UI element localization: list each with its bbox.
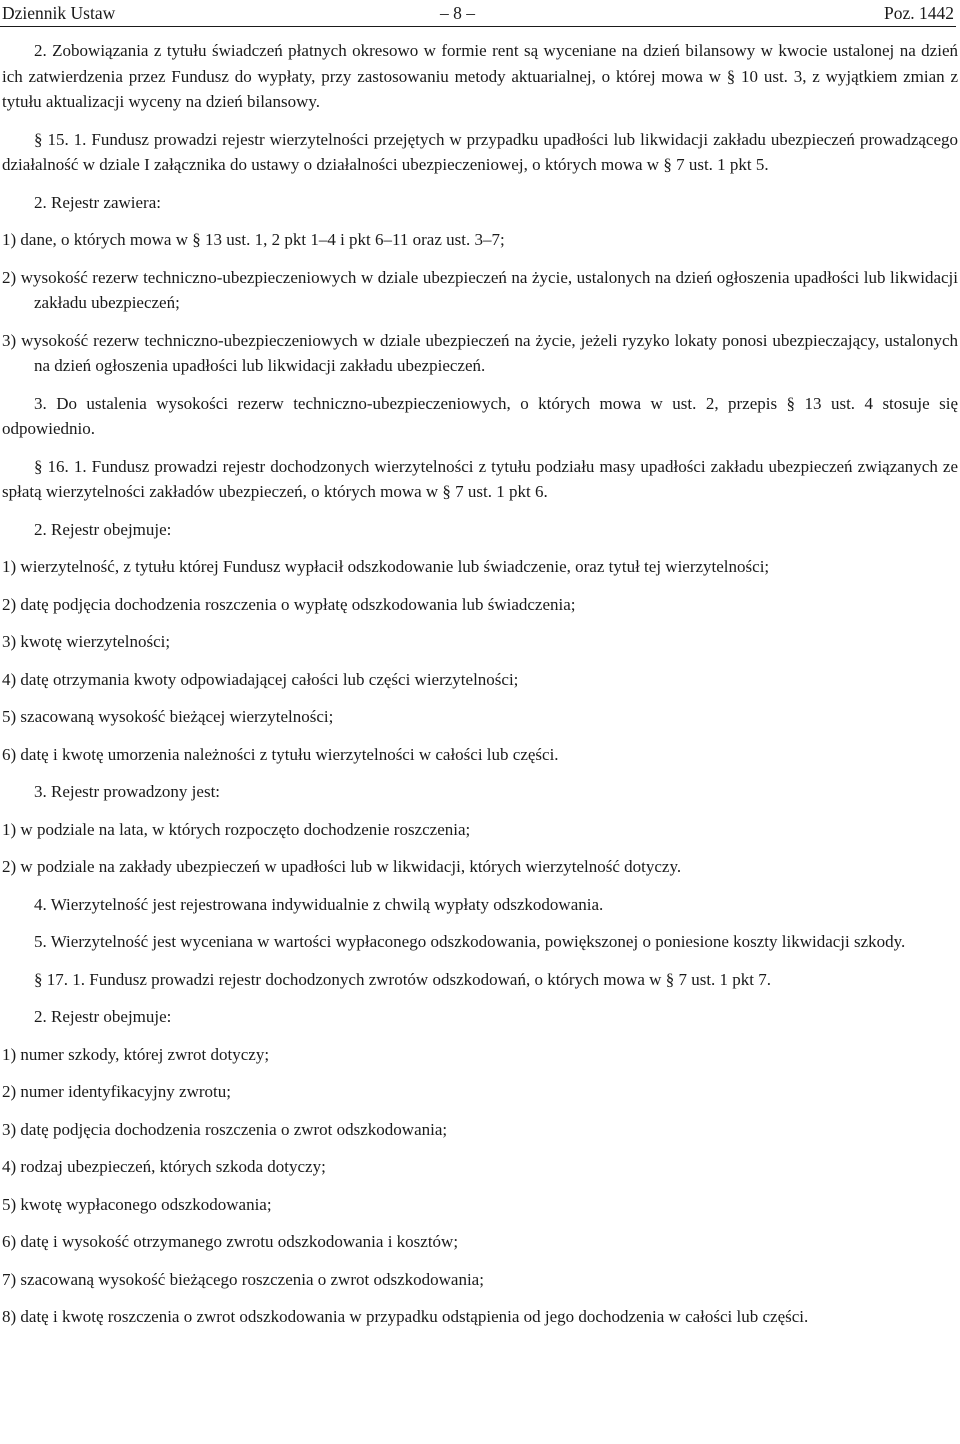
- section-paragraph: § 16. 1. Fundusz prowadzi rejestr dochodzonych wierzytelności z tytułu podziału masy upadłości zakładu ubezpieczeń związanych ze spłatą wierzytelności zakładów ubezpieczeń, o których mowa w § 7 ust. 1 pkt 6.: [2, 456, 958, 501]
- list-item: 4) rodzaj ubezpieczeń, których szkoda dotyczy;: [2, 1157, 326, 1176]
- page-header: [0, 0, 960, 26]
- paragraph: 2. Rejestr obejmuje:: [34, 1007, 172, 1026]
- paragraph: 4. Wierzytelność jest rejestrowana indywidualnie z chwilą wypłaty odszkodowania.: [34, 894, 604, 914]
- paragraph: 3. Rejestr prowadzony jest:: [34, 782, 221, 801]
- paragraph: 3. Do ustalenia wysokości rezerw techniczno-ubezpieczeniowych, o których mowa w ust. 2, przepis § 13 ust. 4 stosuje się odpowiednio.: [2, 393, 958, 438]
- list-item: 1) wierzytelność, z tytułu której Fundusz wypłacił odszkodowanie lub świadczenie, oraz tytuł tej wierzytelności;: [2, 557, 770, 576]
- list-item: 3) wysokość rezerw techniczno-ubezpieczeniowych w dziale ubezpieczeń na życie, jeżeli ryzyko lokaty ponosi ubezpieczający, ustalonych na dzień ogłoszenia upadłości lub likwidacji zakładu ubezpieczeń.: [2, 330, 958, 375]
- list-item: 2) numer identyfikacyjny zwrotu;: [2, 1082, 231, 1101]
- list-item: 3) kwotę wierzytelności;: [2, 632, 171, 651]
- section-paragraph: § 17. 1. Fundusz prowadzi rejestr dochodzonych zwrotów odszkodowań, o których mowa w § 7 ust. 1 pkt 7.: [34, 969, 772, 989]
- page-number: – 8 –: [440, 3, 475, 23]
- list-item: 2) datę podjęcia dochodzenia roszczenia o wypłatę odszkodowania lub świadczenia;: [2, 594, 576, 614]
- position-number: Poz. 1442: [884, 3, 954, 23]
- paragraph: 2. Rejestr obejmuje:: [34, 519, 172, 539]
- list-item: 5) szacowaną wysokość bieżącej wierzytelności;: [2, 707, 334, 726]
- list-item: 4) datę otrzymania kwoty odpowiadającej całości lub części wierzytelności;: [2, 669, 519, 689]
- list-item: 5) kwotę wypłaconego odszkodowania;: [2, 1194, 272, 1214]
- section-paragraph: § 15. 1. Fundusz prowadzi rejestr wierzytelności przejętych w przypadku upadłości lub likwidacji zakładu ubezpieczeń prowadzącego działalność w dziale I załącznika do ustawy o działalności ubezpieczeniowej, o których mowa w § 7 ust. 1 pkt 5.: [2, 129, 958, 174]
- list-item: 1) dane, o których mowa w § 13 ust. 1, 2 pkt 1–4 i pkt 6–11 oraz ust. 3–7;: [2, 230, 505, 249]
- document-body: [2, 38, 958, 1342]
- paragraph: 2. Zobowiązania z tytułu świadczeń płatnych okresowo w formie rent są wyceniane na dzień bilansowy w kwocie ustalonej na dzień ich zatwierdzenia przez Fundusz do wypłaty, przy zastosowaniu metody aktuarialnej, o której mowa w § 10 ust. 3, z wyjątkiem zmian z tytułu aktualizacji wyceny na dzień bilansowy.: [2, 41, 958, 111]
- header-divider: [0, 26, 956, 27]
- list-item: 6) datę i wysokość otrzymanego zwrotu odszkodowania i kosztów;: [2, 1232, 459, 1251]
- list-item: 1) w podziale na lata, w których rozpoczęto dochodzenie roszczenia;: [2, 819, 471, 839]
- list-item: 7) szacowaną wysokość bieżącego roszczenia o zwrot odszkodowania;: [2, 1269, 484, 1289]
- list-item: 2) wysokość rezerw techniczno-ubezpieczeniowych w dziale ubezpieczeń na życie, ustalonych na dzień ogłoszenia upadłości lub likwidacji zakładu ubezpieczeń;: [2, 267, 958, 312]
- list-item: 3) datę podjęcia dochodzenia roszczenia o zwrot odszkodowania;: [2, 1119, 448, 1139]
- paragraph: 2. Rejestr zawiera:: [34, 192, 161, 212]
- paragraph: 5. Wierzytelność jest wyceniana w wartości wypłaconego odszkodowania, powiększonej o poniesione koszty likwidacji szkody.: [34, 932, 906, 951]
- journal-title: Dziennik Ustaw: [2, 3, 116, 23]
- list-item: 2) w podziale na zakłady ubezpieczeń w upadłości lub w likwidacji, których wierzytelność dotyczy.: [2, 857, 682, 876]
- list-item: 1) numer szkody, której zwrot dotyczy;: [2, 1044, 270, 1064]
- list-item: 8) datę i kwotę roszczenia o zwrot odszkodowania w przypadku odstąpienia od jego dochodzenia w całości lub części.: [2, 1307, 809, 1326]
- list-item: 6) datę i kwotę umorzenia należności z tytułu wierzytelności w całości lub części.: [2, 744, 559, 764]
